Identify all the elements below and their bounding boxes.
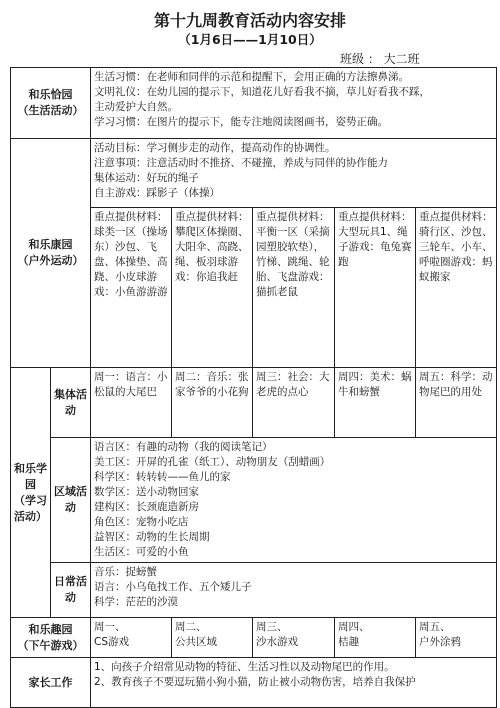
study-group-row <box>11 368 497 438</box>
group-day-cell: 周一：语言：小松鼠的大尾巴 <box>91 368 172 438</box>
parents-section-title: 家长工作 <box>28 675 73 689</box>
outdoor-material-cell: 重点提供材料：球类一区（操场东）沙包、飞盘、体操垫、高跷、小皮球游戏：小鱼游游游 <box>91 208 172 368</box>
outdoor-material-cell: 重点提供材料：平衡一区（采摘园塑胶软垫），竹梯、跳绳、轮胎、飞盘游戏：猫抓老鼠 <box>253 208 335 368</box>
study-section-label <box>11 368 51 618</box>
daily-activity-label: 日常活动 <box>51 563 91 618</box>
life-section-label <box>11 68 91 139</box>
page-title: 第十九周教育活动内容安排 <box>153 11 346 30</box>
parents-content <box>91 658 497 708</box>
area-activity-label: 区域活动 <box>51 438 91 563</box>
life-line: 生活习惯：在老师和同伴的示范和提醒下，会用正确的方法擦鼻涕。 <box>94 71 409 83</box>
group-day-cell: 周三：社会：大老虎的点心 <box>253 368 335 438</box>
outdoor-material-cell: 重点提供材料：攀爬区体操圈、大阳伞、高跷、绳、板羽球游戏：你追我赶 <box>172 208 253 368</box>
outdoor-material-cell: 重点提供材料：大型玩具1、绳子游戏：龟兔赛跑 <box>335 208 416 368</box>
afternoon-section-label <box>11 618 91 658</box>
outdoor-material-cell: 重点提供材料：骑行区、沙包、三轮车、小车、呼啦圈游戏：蚂蚁搬家 <box>416 208 497 368</box>
outdoor-goals-row <box>11 139 497 208</box>
schedule-table <box>10 67 497 708</box>
outdoor-line: 自主游戏：踩影子（体操） <box>94 187 220 199</box>
area-line: 角色区：宠物小吃店 <box>94 516 189 528</box>
afternoon-day-cell: 周四、 桔趣 <box>335 618 416 658</box>
life-line: 主动爱护大自然。 <box>94 101 178 113</box>
date-range: （1月6日——1月10日） <box>178 32 322 47</box>
outdoor-line: 活动目标：学习侧步走的动作，提高动作的协调性。 <box>94 142 336 154</box>
group-activity-label: 集体活动 <box>51 368 91 438</box>
life-section-sub: （生活活动） <box>17 104 84 117</box>
afternoon-day-cell: 周一、 CS游戏 <box>91 618 172 658</box>
afternoon-day-cell: 周二、 公共区域 <box>172 618 253 658</box>
class-label: 班级 ： 大二班 <box>340 52 420 66</box>
area-line: 数学区：送小动物回家 <box>94 486 199 498</box>
study-daily-row <box>11 563 497 618</box>
daily-line: 音乐：捉螃蟹 <box>94 566 157 578</box>
area-content <box>91 438 497 563</box>
life-row <box>11 68 497 139</box>
parents-line: 1、向孩子介绍常见动物的特征、生活习性以及动物尾巴的作用。 <box>94 661 395 673</box>
area-line: 建构区：长颈鹿造新房 <box>94 501 199 513</box>
afternoon-row <box>11 618 497 658</box>
afternoon-section-sub: （下午游戏） <box>17 638 84 652</box>
area-line: 生活区：可爱的小鱼 <box>94 546 189 558</box>
area-line: 美工区：开屏的孔雀（纸工）、动物朋友（刮蜡画） <box>94 456 331 468</box>
daily-content <box>91 563 497 618</box>
outdoor-section-sub: （户外运动） <box>17 254 84 267</box>
study-section-sub: （学习活动） <box>14 493 47 523</box>
outdoor-line: 集体运动：好玩的绳子 <box>94 172 199 184</box>
daily-line: 语言：小乌龟找工作、五个矮儿子 <box>94 581 252 593</box>
afternoon-section-title: 和乐趣园 <box>28 622 73 636</box>
life-content <box>91 68 497 139</box>
life-line: 文明礼仪：在幼儿园的提示下，知道花儿好看我不摘，草儿好看我不踩， <box>94 86 430 98</box>
life-line: 学习习惯：在图片的提示下，能专注地阅读图画书，姿势正确。 <box>94 116 388 128</box>
outdoor-line: 注意事项：注意活动时不推挤、不碰撞，养成与同伴的协作能力 <box>94 157 388 169</box>
afternoon-day-cell: 周五、 户外涂鸦 <box>416 618 497 658</box>
daily-line: 科学：茫茫的沙漠 <box>94 596 178 608</box>
parents-row <box>11 658 497 708</box>
study-area-row <box>11 438 497 563</box>
outdoor-section-title: 和乐康园 <box>28 238 73 251</box>
life-section-title: 和乐恰园 <box>28 88 73 101</box>
group-day-cell: 周五：科学：动物尾巴的用处 <box>416 368 497 438</box>
area-line: 语言区：有趣的动物（我的阅读笔记） <box>94 441 273 453</box>
group-day-cell: 周四：美术：蜗牛和螃蟹 <box>335 368 416 438</box>
outdoor-content <box>91 139 497 208</box>
group-day-cell: 周二：音乐：张家爷爷的小花狗 <box>172 368 253 438</box>
study-section-title: 和乐学园 <box>14 461 47 491</box>
area-line: 益智区：动物的生长周期 <box>94 531 210 543</box>
area-line: 科学区：转转转——鱼儿的家 <box>94 471 231 483</box>
outdoor-section-label <box>11 139 91 368</box>
parents-section-label <box>11 658 91 708</box>
afternoon-day-cell: 周三、 沙水游戏 <box>253 618 335 658</box>
parents-line: 2、教育孩子不要逗玩猫小狗小猫，防止被小动物伤害，培养自我保护 <box>94 676 416 688</box>
